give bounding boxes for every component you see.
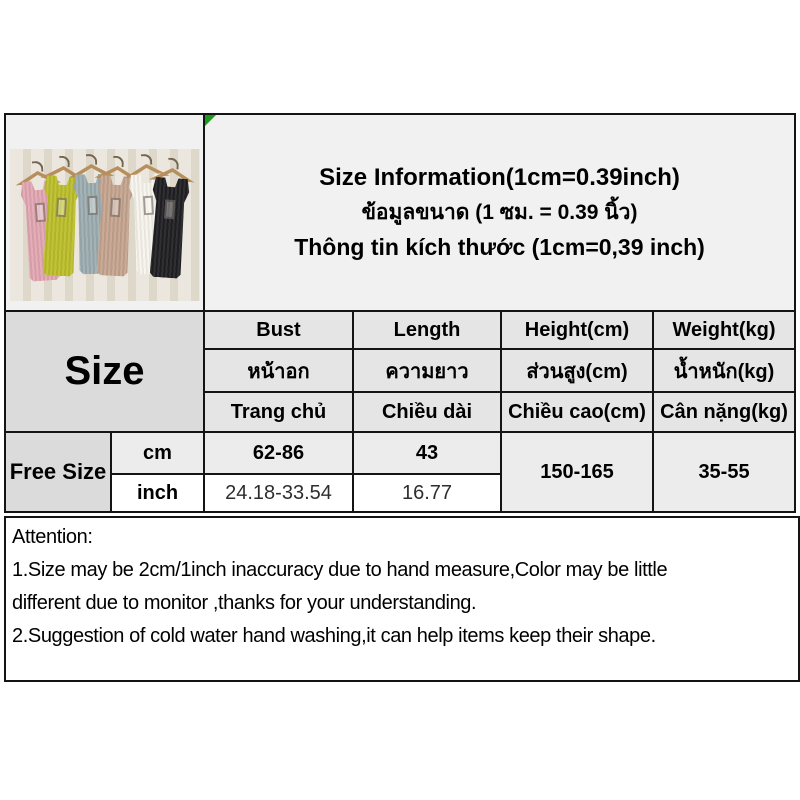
- product-photo-cell: [5, 114, 204, 311]
- title-cell: [204, 114, 795, 311]
- col-header-bust-th: หน้าอก: [204, 349, 353, 392]
- bust-inch-value: 24.18-33.54: [204, 474, 353, 512]
- height-value: 150-165: [501, 432, 653, 512]
- buckle-detail: [164, 199, 175, 219]
- title-thai: ข้อมูลขนาด (1 ซม. = 0.39 นิ้ว): [361, 201, 638, 224]
- col-header-weight-en: Weight(kg): [653, 311, 795, 349]
- title-english: Size Information(1cm=0.39inch): [319, 164, 680, 191]
- col-header-height-vi: Chiều cao(cm): [501, 392, 653, 432]
- col-header-weight-vi: Cân nặng(kg): [653, 392, 795, 432]
- attention-line-2: different due to monitor ,thanks for your understanding.: [12, 592, 477, 614]
- bust-cm-value: 62-86: [204, 432, 353, 474]
- attention-line-1: 1.Size may be 2cm/1inch inaccuracy due to hand measure,Color may be little: [12, 559, 668, 581]
- unit-cm-label: cm: [111, 432, 204, 474]
- length-inch-value: 16.77: [353, 474, 501, 512]
- title-vietnamese: Thông tin kích thước (1cm=0,39 inch): [294, 234, 705, 260]
- hanger-hook-icon: [167, 157, 179, 169]
- size-table: [4, 113, 796, 513]
- buckle-detail: [110, 197, 121, 216]
- product-photo: [10, 149, 200, 301]
- cell-error-marker-icon: [205, 115, 216, 126]
- weight-value: 35-55: [653, 432, 795, 512]
- col-header-weight-th: น้ำหนัก(kg): [653, 349, 795, 392]
- size-row-label: Free Size: [5, 432, 111, 512]
- col-header-length-th: ความยาว: [353, 349, 501, 392]
- col-header-bust-en: Bust: [204, 311, 353, 349]
- tank-top-black: [137, 156, 199, 279]
- size-corner-label: Size: [5, 311, 204, 432]
- attention-note-box: [4, 516, 800, 682]
- unit-inch-label: inch: [111, 474, 204, 512]
- col-header-height-th: ส่วนสูง(cm): [501, 349, 653, 392]
- length-cm-value: 43: [353, 432, 501, 474]
- col-header-length-vi: Chiều dài: [353, 392, 501, 432]
- col-header-height-en: Height(cm): [501, 311, 653, 349]
- attention-heading: Attention:: [12, 526, 93, 548]
- col-header-length-en: Length: [353, 311, 501, 349]
- col-header-bust-vi: Trang chủ: [204, 392, 353, 432]
- attention-line-3: 2.Suggestion of cold water hand washing,it can help items keep their shape.: [12, 625, 656, 647]
